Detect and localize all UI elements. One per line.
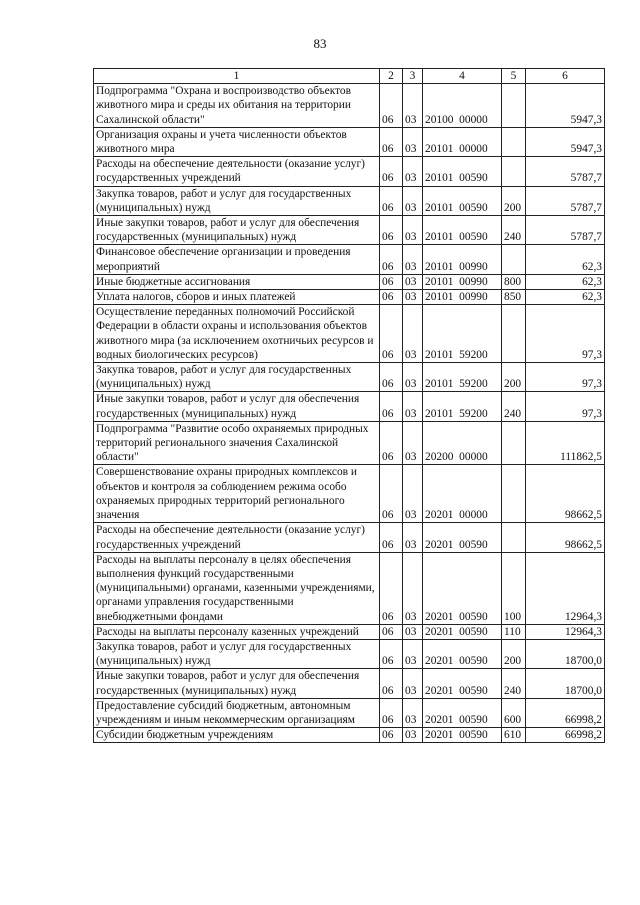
- row-name-cell: Закупка товаров, работ и услуг для государственных (муниципальных) нужд: [94, 363, 380, 392]
- table-row: [94, 363, 605, 392]
- column-header: 1: [94, 69, 380, 84]
- amount-cell: 62,3: [526, 290, 605, 305]
- expense-type-cell: [502, 523, 526, 552]
- row-name-cell: Расходы на выплаты персоналу казенных учреждений: [94, 624, 380, 639]
- row-name-cell: Организация охраны и учета численности объектов животного мира: [94, 127, 380, 156]
- subsection-code-cell: 03: [403, 421, 423, 465]
- target-article-cell: 20101 00590: [423, 186, 502, 215]
- expense-type-cell: 600: [502, 698, 526, 727]
- subsection-code-cell: 03: [403, 392, 423, 421]
- amount-cell: 12964,3: [526, 552, 605, 624]
- subsection-code-cell: 03: [403, 84, 423, 128]
- row-name-cell: Закупка товаров, работ и услуг для государственных (муниципальных) нужд: [94, 186, 380, 215]
- row-name-cell: Финансовое обеспечение организации и проведения мероприятий: [94, 245, 380, 274]
- amount-cell: 98662,5: [526, 465, 605, 523]
- column-header: 6: [526, 69, 605, 84]
- subsection-code-cell: 03: [403, 465, 423, 523]
- section-code-cell: 06: [380, 669, 403, 698]
- amount-cell: 5787,7: [526, 157, 605, 186]
- section-code-cell: 06: [380, 552, 403, 624]
- expense-type-cell: [502, 421, 526, 465]
- target-article-cell: 20101 59200: [423, 363, 502, 392]
- section-code-cell: 06: [380, 523, 403, 552]
- table-row: [94, 698, 605, 727]
- row-name-cell: Подпрограмма "Охрана и воспроизводство объектов животного мира и среды их обитания на территории Сахалинской области": [94, 84, 380, 128]
- amount-cell: 5947,3: [526, 127, 605, 156]
- expense-type-cell: 200: [502, 363, 526, 392]
- target-article-cell: 20201 00590: [423, 728, 502, 743]
- table-body: [94, 84, 605, 743]
- amount-cell: 18700,0: [526, 669, 605, 698]
- target-article-cell: 20201 00590: [423, 669, 502, 698]
- table-row: [94, 274, 605, 289]
- table-row: [94, 669, 605, 698]
- amount-cell: 97,3: [526, 305, 605, 363]
- target-article-cell: 20100 00000: [423, 84, 502, 128]
- expense-type-cell: 240: [502, 216, 526, 245]
- subsection-code-cell: 03: [403, 552, 423, 624]
- subsection-code-cell: 03: [403, 245, 423, 274]
- target-article-cell: 20101 00590: [423, 157, 502, 186]
- subsection-code-cell: 03: [403, 157, 423, 186]
- expense-type-cell: 850: [502, 290, 526, 305]
- table-row: [94, 624, 605, 639]
- subsection-code-cell: 03: [403, 127, 423, 156]
- section-code-cell: 06: [380, 624, 403, 639]
- table-row: [94, 392, 605, 421]
- amount-cell: 18700,0: [526, 639, 605, 668]
- expense-type-cell: 610: [502, 728, 526, 743]
- table-row: [94, 127, 605, 156]
- table-row: [94, 728, 605, 743]
- subsection-code-cell: 03: [403, 186, 423, 215]
- expense-type-cell: [502, 305, 526, 363]
- section-code-cell: 06: [380, 421, 403, 465]
- amount-cell: 98662,5: [526, 523, 605, 552]
- row-name-cell: Расходы на выплаты персоналу в целях обеспечения выполнения функций государственными (муниципальными) органами, казенными учреждениями, органами управления государственными внебюджетными фондами: [94, 552, 380, 624]
- subsection-code-cell: 03: [403, 624, 423, 639]
- subsection-code-cell: 03: [403, 305, 423, 363]
- subsection-code-cell: 03: [403, 523, 423, 552]
- section-code-cell: 06: [380, 639, 403, 668]
- table-row: [94, 84, 605, 128]
- target-article-cell: 20201 00590: [423, 552, 502, 624]
- row-name-cell: Расходы на обеспечение деятельности (оказание услуг) государственных учреждений: [94, 157, 380, 186]
- row-name-cell: Иные закупки товаров, работ и услуг для обеспечения государственных (муниципальных) нужд: [94, 216, 380, 245]
- section-code-cell: 06: [380, 290, 403, 305]
- section-code-cell: 06: [380, 274, 403, 289]
- row-name-cell: Закупка товаров, работ и услуг для государственных (муниципальных) нужд: [94, 639, 380, 668]
- target-article-cell: 20200 00000: [423, 421, 502, 465]
- target-article-cell: 20101 00990: [423, 290, 502, 305]
- expense-type-cell: 240: [502, 669, 526, 698]
- table-row: [94, 465, 605, 523]
- subsection-code-cell: 03: [403, 216, 423, 245]
- row-name-cell: Расходы на обеспечение деятельности (оказание услуг) государственных учреждений: [94, 523, 380, 552]
- target-article-cell: 20101 59200: [423, 305, 502, 363]
- target-article-cell: 20201 00000: [423, 465, 502, 523]
- table-row: [94, 216, 605, 245]
- budget-table: [93, 68, 605, 743]
- expense-type-cell: 240: [502, 392, 526, 421]
- amount-cell: 66998,2: [526, 728, 605, 743]
- section-code-cell: 06: [380, 84, 403, 128]
- table-row: [94, 157, 605, 186]
- expense-type-cell: [502, 84, 526, 128]
- row-name-cell: Иные бюджетные ассигнования: [94, 274, 380, 289]
- header-row: [94, 69, 605, 84]
- subsection-code-cell: 03: [403, 728, 423, 743]
- section-code-cell: 06: [380, 157, 403, 186]
- target-article-cell: 20201 00590: [423, 624, 502, 639]
- subsection-code-cell: 03: [403, 363, 423, 392]
- amount-cell: 62,3: [526, 274, 605, 289]
- amount-cell: 97,3: [526, 363, 605, 392]
- row-name-cell: Подпрограмма "Развитие особо охраняемых природных территорий регионального значения Сахалинской области": [94, 421, 380, 465]
- amount-cell: 62,3: [526, 245, 605, 274]
- amount-cell: 12964,3: [526, 624, 605, 639]
- target-article-cell: 20201 00590: [423, 523, 502, 552]
- row-name-cell: Иные закупки товаров, работ и услуг для обеспечения государственных (муниципальных) нужд: [94, 392, 380, 421]
- expense-type-cell: 110: [502, 624, 526, 639]
- row-name-cell: Субсидии бюджетным учреждениям: [94, 728, 380, 743]
- target-article-cell: 20101 59200: [423, 392, 502, 421]
- row-name-cell: Осуществление переданных полномочий Российской Федерации в области охраны и использования объектов животного мира (за исключением охотничьих ресурсов и водных биологических ресурсов): [94, 305, 380, 363]
- subsection-code-cell: 03: [403, 290, 423, 305]
- column-header: 3: [403, 69, 423, 84]
- expense-type-cell: 200: [502, 639, 526, 668]
- subsection-code-cell: 03: [403, 274, 423, 289]
- amount-cell: 66998,2: [526, 698, 605, 727]
- expense-type-cell: [502, 157, 526, 186]
- row-name-cell: Иные закупки товаров, работ и услуг для обеспечения государственных (муниципальных) нужд: [94, 669, 380, 698]
- row-name-cell: Предоставление субсидий бюджетным, автономным учреждениям и иным некоммерческим организациям: [94, 698, 380, 727]
- section-code-cell: 06: [380, 698, 403, 727]
- row-name-cell: Уплата налогов, сборов и иных платежей: [94, 290, 380, 305]
- table-row: [94, 523, 605, 552]
- expense-type-cell: [502, 245, 526, 274]
- table-row: [94, 245, 605, 274]
- amount-cell: 97,3: [526, 392, 605, 421]
- section-code-cell: 06: [380, 216, 403, 245]
- target-article-cell: 20101 00000: [423, 127, 502, 156]
- table-row: [94, 290, 605, 305]
- amount-cell: 5787,7: [526, 216, 605, 245]
- section-code-cell: 06: [380, 392, 403, 421]
- expense-type-cell: [502, 127, 526, 156]
- amount-cell: 5787,7: [526, 186, 605, 215]
- target-article-cell: 20101 00590: [423, 216, 502, 245]
- column-header: 2: [380, 69, 403, 84]
- expense-type-cell: [502, 465, 526, 523]
- expense-type-cell: 800: [502, 274, 526, 289]
- table-row: [94, 552, 605, 624]
- amount-cell: 5947,3: [526, 84, 605, 128]
- table-row: [94, 305, 605, 363]
- target-article-cell: 20101 00990: [423, 274, 502, 289]
- expense-type-cell: 100: [502, 552, 526, 624]
- section-code-cell: 06: [380, 728, 403, 743]
- amount-cell: 111862,5: [526, 421, 605, 465]
- column-header: 5: [502, 69, 526, 84]
- target-article-cell: 20201 00590: [423, 698, 502, 727]
- table-row: [94, 639, 605, 668]
- target-article-cell: 20201 00590: [423, 639, 502, 668]
- target-article-cell: 20101 00990: [423, 245, 502, 274]
- section-code-cell: 06: [380, 245, 403, 274]
- section-code-cell: 06: [380, 305, 403, 363]
- row-name-cell: Совершенствование охраны природных комплексов и объектов и контроля за соблюдением режима особо охраняемых природных территорий регионального значения: [94, 465, 380, 523]
- page-number: 83: [313, 36, 327, 51]
- subsection-code-cell: 03: [403, 639, 423, 668]
- subsection-code-cell: 03: [403, 669, 423, 698]
- table-row: [94, 186, 605, 215]
- subsection-code-cell: 03: [403, 698, 423, 727]
- section-code-cell: 06: [380, 186, 403, 215]
- section-code-cell: 06: [380, 127, 403, 156]
- column-header: 4: [423, 69, 502, 84]
- expense-type-cell: 200: [502, 186, 526, 215]
- table-row: [94, 421, 605, 465]
- section-code-cell: 06: [380, 363, 403, 392]
- section-code-cell: 06: [380, 465, 403, 523]
